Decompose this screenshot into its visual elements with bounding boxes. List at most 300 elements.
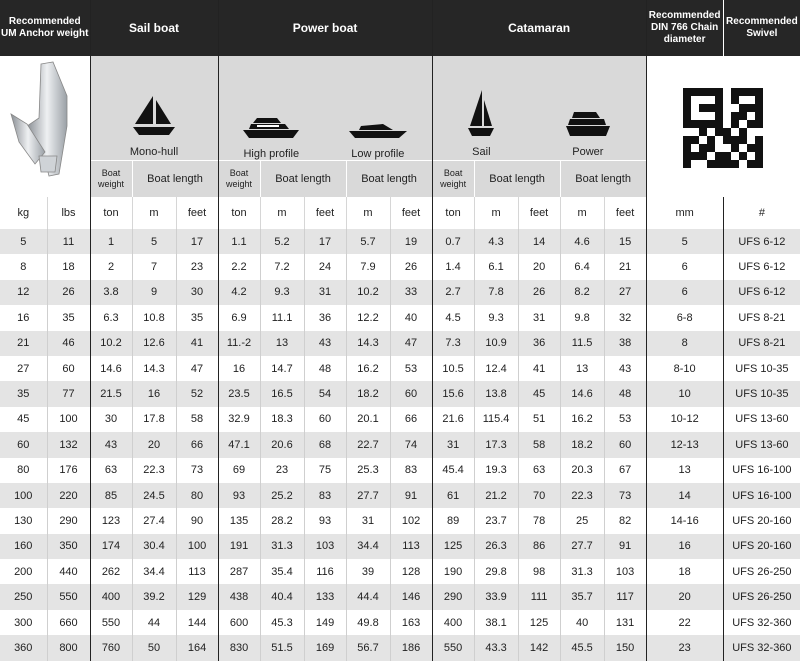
unit-cell: mm <box>646 197 723 229</box>
table-row <box>0 254 800 279</box>
table-cell: 290 <box>47 508 90 533</box>
table-cell: 163 <box>390 610 432 635</box>
table-cell: 14.6 <box>560 381 604 406</box>
table-cell: 20.1 <box>346 407 390 432</box>
table-cell: 28.2 <box>260 508 304 533</box>
table-cell: 6.3 <box>90 305 132 330</box>
table-cell: 18 <box>646 559 723 584</box>
table-cell: 2.7 <box>432 280 474 305</box>
table-cell: 29.8 <box>474 559 518 584</box>
table-cell: 10 <box>646 381 723 406</box>
table-cell: 550 <box>90 610 132 635</box>
table-cell: 60 <box>0 432 47 457</box>
table-cell: 47 <box>390 331 432 356</box>
table-cell: 220 <box>47 483 90 508</box>
table-cell: 35 <box>0 381 47 406</box>
table-cell: 300 <box>0 610 47 635</box>
table-cell: 130 <box>0 508 47 533</box>
table-cell: 550 <box>47 584 90 609</box>
table-cell: 18.2 <box>560 432 604 457</box>
table-cell: 44 <box>132 610 176 635</box>
table-cell: 21 <box>604 254 646 279</box>
table-cell: 6.1 <box>474 254 518 279</box>
table-cell: 1 <box>90 229 132 254</box>
cat-sail-label: Sail <box>472 146 491 158</box>
table-cell: 6.4 <box>560 254 604 279</box>
table-cell: 54 <box>304 381 346 406</box>
table-cell: 40 <box>560 610 604 635</box>
table-row <box>0 356 800 381</box>
anchor-image-cell <box>0 56 90 197</box>
table-cell: 63 <box>518 458 560 483</box>
table-cell: 11.1 <box>260 305 304 330</box>
table-cell: 8-10 <box>646 356 723 381</box>
table-cell: 23 <box>176 254 218 279</box>
anchor-icon <box>5 56 85 186</box>
table-cell: 11 <box>47 229 90 254</box>
table-cell: 30 <box>176 280 218 305</box>
table-cell: 113 <box>390 534 432 559</box>
table-cell: 12.4 <box>474 356 518 381</box>
power-low-length-sub: Boat length <box>346 161 432 198</box>
table-cell: 17 <box>176 229 218 254</box>
table-cell: 16 <box>0 305 47 330</box>
table-row <box>0 331 800 356</box>
table-cell: 4.3 <box>474 229 518 254</box>
table-cell: 4.2 <box>218 280 260 305</box>
table-cell: 800 <box>47 635 90 660</box>
table-cell: 21.2 <box>474 483 518 508</box>
table-cell: 35.4 <box>260 559 304 584</box>
table-cell: 48 <box>304 356 346 381</box>
table-cell: 47.1 <box>218 432 260 457</box>
table-cell: 20 <box>132 432 176 457</box>
table-cell: 43 <box>604 356 646 381</box>
table-cell: 200 <box>0 559 47 584</box>
table-cell: 16.2 <box>560 407 604 432</box>
table-cell: 5.2 <box>260 229 304 254</box>
table-cell: 90 <box>176 508 218 533</box>
table-cell: UFS 10-35 <box>723 356 800 381</box>
table-cell: 760 <box>90 635 132 660</box>
table-cell: 20 <box>518 254 560 279</box>
table-cell: UFS 8-21 <box>723 305 800 330</box>
table-cell: 0.7 <box>432 229 474 254</box>
table-cell: 26 <box>47 280 90 305</box>
table-cell: 6 <box>646 280 723 305</box>
table-cell: 63 <box>90 458 132 483</box>
low-profile-label: Low profile <box>351 148 405 160</box>
table-cell: 35 <box>47 305 90 330</box>
header-row <box>0 0 800 56</box>
unit-cell: ton <box>90 197 132 229</box>
table-cell: UFS 10-35 <box>723 381 800 406</box>
table-cell: 135 <box>218 508 260 533</box>
table-cell: 98 <box>518 559 560 584</box>
table-cell: 12.6 <box>132 331 176 356</box>
table-cell: 6.9 <box>218 305 260 330</box>
table-cell: 40 <box>390 305 432 330</box>
table-cell: 80 <box>176 483 218 508</box>
unit-cell: # <box>723 197 800 229</box>
table-cell: 133 <box>304 584 346 609</box>
table-cell: 32 <box>604 305 646 330</box>
unit-cell: m <box>132 197 176 229</box>
table-cell: 18 <box>47 254 90 279</box>
cat-boat-weight-sub: Boat weight <box>432 161 474 198</box>
unit-cell: feet <box>390 197 432 229</box>
power-boat-header: Power boat <box>218 0 432 56</box>
table-cell: 83 <box>304 483 346 508</box>
table-cell: 186 <box>390 635 432 660</box>
table-cell: UFS 6-12 <box>723 254 800 279</box>
table-cell: 27.7 <box>346 483 390 508</box>
unit-cell: m <box>560 197 604 229</box>
table-cell: 60 <box>47 356 90 381</box>
table-cell: 56.7 <box>346 635 390 660</box>
table-cell: 93 <box>304 508 346 533</box>
table-cell: 73 <box>176 458 218 483</box>
table-cell: 91 <box>390 483 432 508</box>
table-cell: 24.5 <box>132 483 176 508</box>
table-cell: 8 <box>0 254 47 279</box>
table-cell: 31 <box>346 508 390 533</box>
table-cell: 18.2 <box>346 381 390 406</box>
table-cell: 1.1 <box>218 229 260 254</box>
table-cell: 58 <box>176 407 218 432</box>
table-cell: 34.4 <box>132 559 176 584</box>
table-cell: 125 <box>432 534 474 559</box>
table-cell: 83 <box>390 458 432 483</box>
table-cell: 20.3 <box>560 458 604 483</box>
table-cell: 89 <box>432 508 474 533</box>
table-cell: 10.2 <box>346 280 390 305</box>
table-cell: 43 <box>90 432 132 457</box>
table-cell: 17 <box>304 229 346 254</box>
table-cell: 39.2 <box>132 584 176 609</box>
table-cell: 31 <box>518 305 560 330</box>
table-cell: 34.4 <box>346 534 390 559</box>
table-cell: 60 <box>390 381 432 406</box>
table-cell: 6-8 <box>646 305 723 330</box>
unit-cell: m <box>474 197 518 229</box>
table-cell: 14.3 <box>132 356 176 381</box>
table-cell: 25 <box>560 508 604 533</box>
table-cell: 287 <box>218 559 260 584</box>
table-cell: 12.2 <box>346 305 390 330</box>
table-cell: 38.1 <box>474 610 518 635</box>
data-body <box>0 229 800 661</box>
table-cell: 146 <box>390 584 432 609</box>
table-cell: 41 <box>518 356 560 381</box>
table-cell: UFS 16-100 <box>723 458 800 483</box>
table-cell: 16 <box>646 534 723 559</box>
table-cell: 30.4 <box>132 534 176 559</box>
table-cell: 47 <box>176 356 218 381</box>
table-cell: 16.5 <box>260 381 304 406</box>
unit-cell: feet <box>518 197 560 229</box>
power-icon-cell <box>218 56 432 161</box>
sail-boat-length-sub: Boat length <box>132 161 218 198</box>
table-cell: 52 <box>176 381 218 406</box>
table-cell: UFS 13-60 <box>723 407 800 432</box>
table-cell: 33.9 <box>474 584 518 609</box>
table-cell: 91 <box>604 534 646 559</box>
table-cell: 36 <box>304 305 346 330</box>
icon-row <box>0 56 800 161</box>
table-cell: 13.8 <box>474 381 518 406</box>
cat-power-length-sub: Boat length <box>560 161 646 198</box>
table-cell: 103 <box>304 534 346 559</box>
table-cell: 115.4 <box>474 407 518 432</box>
catamaran-power-icon <box>566 112 610 136</box>
table-cell: 48 <box>604 381 646 406</box>
table-cell: 7.2 <box>260 254 304 279</box>
table-cell: 41 <box>176 331 218 356</box>
table-cell: 129 <box>176 584 218 609</box>
table-row <box>0 584 800 609</box>
table-cell: 4.5 <box>432 305 474 330</box>
table-cell: 5 <box>0 229 47 254</box>
table-cell: 45.3 <box>260 610 304 635</box>
table-cell: 438 <box>218 584 260 609</box>
table-cell: 350 <box>47 534 90 559</box>
table-cell: 14.7 <box>260 356 304 381</box>
table-cell: 26.3 <box>474 534 518 559</box>
mono-hull-label: Mono-hull <box>129 146 179 158</box>
table-cell: 400 <box>432 610 474 635</box>
table-cell: 11.-2 <box>218 331 260 356</box>
table-cell: 69 <box>218 458 260 483</box>
table-cell: 102 <box>390 508 432 533</box>
table-cell: 60 <box>604 432 646 457</box>
table-cell: UFS 8-21 <box>723 331 800 356</box>
table-row <box>0 280 800 305</box>
table-cell: 38 <box>604 331 646 356</box>
table-cell: 103 <box>604 559 646 584</box>
table-cell: 150 <box>604 635 646 660</box>
table-cell: 21.6 <box>432 407 474 432</box>
table-cell: 116 <box>304 559 346 584</box>
table-row <box>0 559 800 584</box>
table-cell: 20 <box>646 584 723 609</box>
table-cell: 190 <box>432 559 474 584</box>
table-row <box>0 534 800 559</box>
table-cell: 35 <box>176 305 218 330</box>
table-cell: 550 <box>432 635 474 660</box>
table-cell: 14 <box>518 229 560 254</box>
table-cell: 32.9 <box>218 407 260 432</box>
table-cell: 5.7 <box>346 229 390 254</box>
catamaran-sail-icon <box>468 90 494 136</box>
table-cell: 10-12 <box>646 407 723 432</box>
table-cell: 66 <box>176 432 218 457</box>
table-cell: 131 <box>604 610 646 635</box>
table-cell: UFS 20-160 <box>723 534 800 559</box>
table-cell: 100 <box>176 534 218 559</box>
table-cell: 77 <box>47 381 90 406</box>
table-cell: 60 <box>304 407 346 432</box>
monohull-sailboat-icon <box>131 96 177 136</box>
table-cell: 61 <box>432 483 474 508</box>
table-cell: 36 <box>518 331 560 356</box>
table-cell: 19.3 <box>474 458 518 483</box>
table-cell: 31 <box>304 280 346 305</box>
table-cell: 10.9 <box>474 331 518 356</box>
table-cell: 45.4 <box>432 458 474 483</box>
table-cell: 830 <box>218 635 260 660</box>
table-cell: 75 <box>304 458 346 483</box>
catamaran-header: Catamaran <box>432 0 646 56</box>
table-cell: 174 <box>90 534 132 559</box>
swivel-header: Recommended Swivel <box>723 0 800 56</box>
chain-diameter-header: Recommended DIN 766 Chain diameter <box>646 0 723 56</box>
table-cell: 25.2 <box>260 483 304 508</box>
table-cell: 53 <box>390 356 432 381</box>
table-cell: 13 <box>560 356 604 381</box>
unit-cell: ton <box>432 197 474 229</box>
table-cell: 21 <box>0 331 47 356</box>
table-cell: 2 <box>90 254 132 279</box>
table-cell: 111 <box>518 584 560 609</box>
table-cell: UFS 32-360 <box>723 610 800 635</box>
table-cell: 27.4 <box>132 508 176 533</box>
unit-cell: feet <box>604 197 646 229</box>
table-cell: 78 <box>518 508 560 533</box>
table-cell: 660 <box>47 610 90 635</box>
table-cell: 22 <box>646 610 723 635</box>
table-cell: UFS 26-250 <box>723 584 800 609</box>
table-cell: 26 <box>518 280 560 305</box>
table-cell: 18.3 <box>260 407 304 432</box>
table-cell: 31.3 <box>560 559 604 584</box>
table-row <box>0 483 800 508</box>
sail-boat-header: Sail boat <box>90 0 218 56</box>
table-cell: 58 <box>518 432 560 457</box>
table-cell: 16 <box>132 381 176 406</box>
unit-cell: lbs <box>47 197 90 229</box>
table-cell: 5 <box>132 229 176 254</box>
table-cell: 70 <box>518 483 560 508</box>
table-cell: 86 <box>518 534 560 559</box>
table-cell: 13 <box>646 458 723 483</box>
table-cell: 113 <box>176 559 218 584</box>
table-cell: 169 <box>304 635 346 660</box>
table-cell: 7 <box>132 254 176 279</box>
table-cell: 8 <box>646 331 723 356</box>
table-cell: 440 <box>47 559 90 584</box>
table-cell: 15 <box>604 229 646 254</box>
table-cell: 21.5 <box>90 381 132 406</box>
table-cell: 30 <box>90 407 132 432</box>
table-cell: 7.8 <box>474 280 518 305</box>
table-cell: 74 <box>390 432 432 457</box>
table-cell: 250 <box>0 584 47 609</box>
table-cell: 132 <box>47 432 90 457</box>
table-cell: 16 <box>218 356 260 381</box>
table-cell: 142 <box>518 635 560 660</box>
table-cell: 14.3 <box>346 331 390 356</box>
table-cell: 20.6 <box>260 432 304 457</box>
table-cell: 176 <box>47 458 90 483</box>
table-cell: UFS 6-12 <box>723 229 800 254</box>
sail-icon-cell <box>90 56 218 161</box>
power-high-length-sub: Boat length <box>260 161 346 198</box>
table-cell: UFS 13-60 <box>723 432 800 457</box>
table-cell: 191 <box>218 534 260 559</box>
high-profile-label: High profile <box>243 148 300 160</box>
table-cell: 160 <box>0 534 47 559</box>
table-cell: 5 <box>646 229 723 254</box>
table-cell: 22.3 <box>560 483 604 508</box>
table-cell: 12 <box>0 280 47 305</box>
table-cell: 80 <box>0 458 47 483</box>
table-cell: 45.5 <box>560 635 604 660</box>
table-cell: 27 <box>604 280 646 305</box>
table-cell: 100 <box>47 407 90 432</box>
table-row <box>0 229 800 254</box>
unit-cell: m <box>346 197 390 229</box>
table-cell: 50 <box>132 635 176 660</box>
table-cell: 23.7 <box>474 508 518 533</box>
table-cell: 7.9 <box>346 254 390 279</box>
table-cell: 51.5 <box>260 635 304 660</box>
table-cell: 123 <box>90 508 132 533</box>
table-cell: 39 <box>346 559 390 584</box>
table-cell: 144 <box>176 610 218 635</box>
table-cell: 45 <box>0 407 47 432</box>
table-cell: 17.3 <box>474 432 518 457</box>
table-row <box>0 508 800 533</box>
table-cell: 24 <box>304 254 346 279</box>
table-cell: 67 <box>604 458 646 483</box>
low-profile-boat-icon <box>349 124 407 138</box>
table-row <box>0 305 800 330</box>
table-cell: 4.6 <box>560 229 604 254</box>
table-cell: UFS 6-12 <box>723 280 800 305</box>
table-cell: 44.4 <box>346 584 390 609</box>
table-row <box>0 381 800 406</box>
table-cell: 17.8 <box>132 407 176 432</box>
unit-cell: feet <box>304 197 346 229</box>
table-cell: 6 <box>646 254 723 279</box>
catamaran-icon-cell <box>432 56 646 161</box>
table-cell: 23.5 <box>218 381 260 406</box>
table-cell: 149 <box>304 610 346 635</box>
unit-cell: ton <box>218 197 260 229</box>
table-cell: 360 <box>0 635 47 660</box>
table-cell: 85 <box>90 483 132 508</box>
table-cell: 11.5 <box>560 331 604 356</box>
table-cell: 93 <box>218 483 260 508</box>
table-cell: 31 <box>432 432 474 457</box>
table-row <box>0 407 800 432</box>
table-cell: 27.7 <box>560 534 604 559</box>
table-cell: 600 <box>218 610 260 635</box>
unit-cell: m <box>260 197 304 229</box>
table-cell: 68 <box>304 432 346 457</box>
table-cell: 9.8 <box>560 305 604 330</box>
table-row <box>0 610 800 635</box>
table-cell: 10.5 <box>432 356 474 381</box>
table-cell: 3.8 <box>90 280 132 305</box>
table-cell: 100 <box>0 483 47 508</box>
sail-boat-weight-sub: Boat weight <box>90 161 132 198</box>
table-cell: 26 <box>390 254 432 279</box>
table-row <box>0 635 800 660</box>
table-cell: 31.3 <box>260 534 304 559</box>
qr-code-icon[interactable] <box>683 88 763 168</box>
